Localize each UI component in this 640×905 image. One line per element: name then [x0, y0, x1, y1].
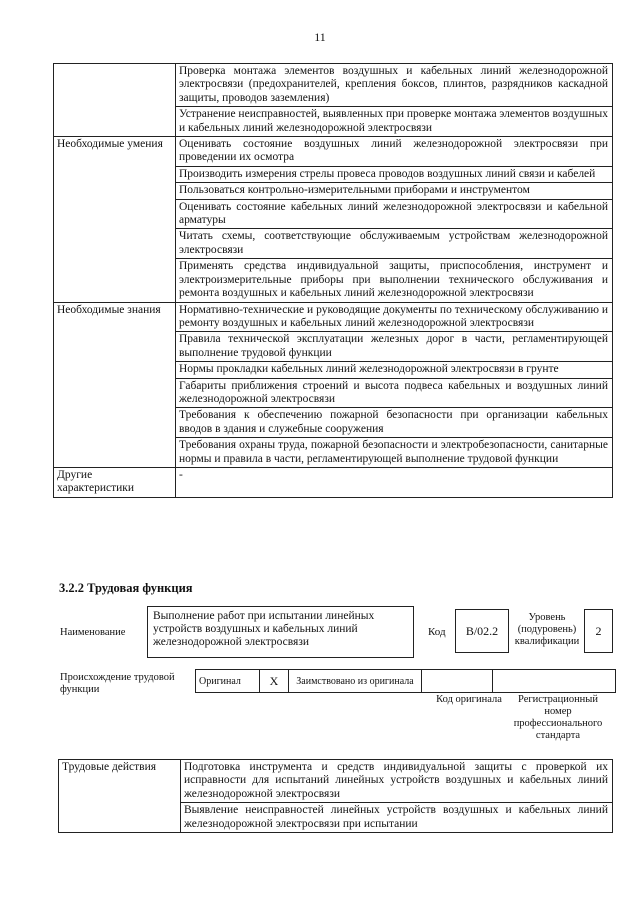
section-title: 3.2.2 Трудовая функция: [59, 581, 193, 595]
level-label: Уровень (подуровень) квалификации: [514, 612, 580, 647]
labor-action-category-label: Трудовые действия: [59, 760, 181, 833]
labor-action-item: Выявление неисправностей линейных устройств воздушных и кабельных линий железнодорожной электросвязи при испытании: [181, 803, 613, 833]
labor-actions-table: [58, 759, 613, 833]
requirement-item: Производить измерения стрелы провеса проводов воздушных линий связи и кабелей: [176, 166, 613, 182]
requirement-category-label: [54, 64, 176, 137]
name-label: Наименование: [60, 627, 126, 638]
requirement-category-label: Необходимые умения: [54, 137, 176, 302]
requirements-table: [53, 63, 613, 498]
registration-number-caption: Регистрационный номер профессионального стандарта: [513, 694, 603, 741]
requirement-row: [54, 137, 613, 167]
original-label: Оригинал: [196, 670, 260, 693]
origin-table: [195, 669, 616, 693]
code-label: Код: [428, 626, 446, 638]
original-code-caption: Код оригинала: [436, 694, 502, 705]
level-value-box: 2: [584, 609, 613, 653]
original-mark: X: [260, 670, 289, 693]
requirement-row: [54, 467, 613, 497]
function-code-box: B/02.2: [455, 609, 509, 653]
page-number: 11: [314, 30, 326, 44]
function-name-box: Выполнение работ при испытании линейных устройств воздушных и кабельных линий железнодорожной электросвязи: [147, 606, 414, 658]
requirement-item: Требования охраны труда, пожарной безопасности и электробезопасности, санитарные нормы и правила в части, регламентирующей выполнение трудовой функции: [176, 438, 613, 468]
requirement-category-label: Другие характеристики: [54, 467, 176, 497]
requirements-table-body: [54, 64, 613, 498]
requirement-item: Оценивать состояние кабельных линий железнодорожной электросвязи и кабельной арматуры: [176, 199, 613, 229]
requirement-row: [54, 64, 613, 107]
borrowed-label: Заимствовано из оригинала: [289, 670, 422, 693]
registration-number-cell: [493, 670, 616, 693]
requirement-item: Применять средства индивидуальной защиты, приспособления, инструмент и электроизмерительные приборы при выполнении технического обслуживания и ремонта воздушных и кабельных линий железнодорожной электросвязи: [176, 259, 613, 302]
requirement-item: Устранение неисправностей, выявленных при проверке монтажа элементов воздушных и кабельных линий железнодорожной электросвязи: [176, 107, 613, 137]
requirement-item: Проверка монтажа элементов воздушных и кабельных линий железнодорожной электросвязи (предохранителей, крепления боксов, плинтов, разрядников каскадной защиты, проводов заземления): [176, 64, 613, 107]
requirement-item: Читать схемы, соответствующие обслуживаемым устройствам железнодорожной электросвязи: [176, 229, 613, 259]
requirement-item: Нормативно-технические и руководящие документы по техническому обслуживанию и ремонту воздушных и кабельных линий железнодорожной электросвязи: [176, 302, 613, 332]
requirement-item: Оценивать состояние воздушных линий железнодорожной электросвязи при проведении их осмотра: [176, 137, 613, 167]
labor-actions-body: [59, 760, 613, 833]
labor-action-row: [59, 760, 613, 803]
origin-label: Происхождение трудовой функции: [60, 672, 175, 695]
requirement-item: Требования к обеспечению пожарной безопасности при организации кабельных вводов в здания и служебные сооружения: [176, 408, 613, 438]
requirement-item: Правила технической эксплуатации железных дорог в части, регламентирующей выполнение трудовой функции: [176, 332, 613, 362]
requirement-item: Нормы прокладки кабельных линий железнодорожной электросвязи в грунте: [176, 362, 613, 378]
requirement-item: -: [176, 467, 613, 497]
requirement-item: Габариты приближения строений и высота подвеса кабельных и воздушных линий железнодорожной электросвязи: [176, 378, 613, 408]
requirement-item: Пользоваться контрольно-измерительными приборами и инструментом: [176, 183, 613, 199]
labor-action-item: Подготовка инструмента и средств индивидуальной защиты с проверкой их исправности для испытаний линейных устройств воздушных и кабельных линий железнодорожной электросвязи: [181, 760, 613, 803]
requirement-category-label: Необходимые знания: [54, 302, 176, 467]
requirement-row: [54, 302, 613, 332]
original-code-cell: [422, 670, 493, 693]
